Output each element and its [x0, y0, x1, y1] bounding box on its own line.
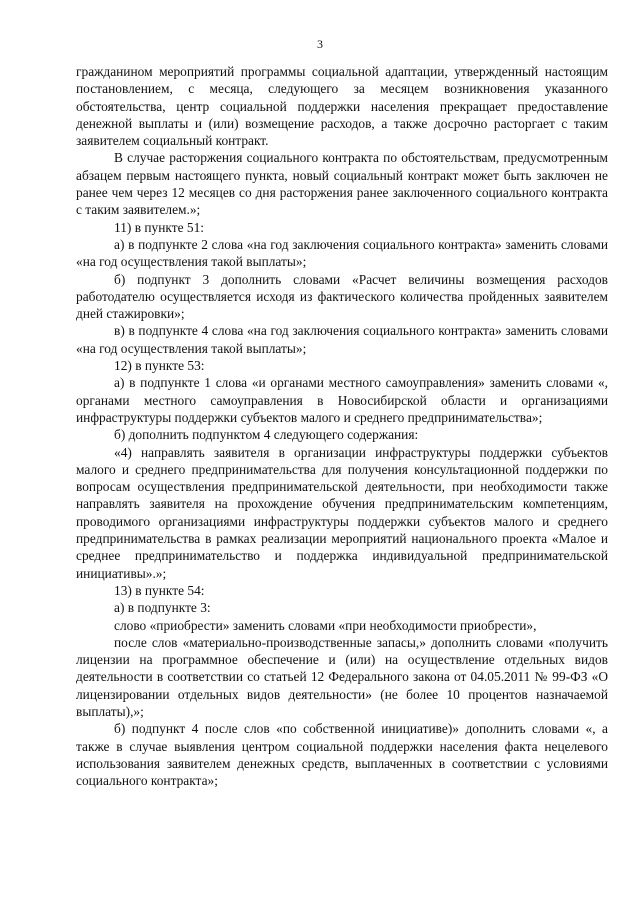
paragraph: 11) в пункте 51: [114, 219, 204, 235]
page-number: 3 [317, 37, 323, 51]
paragraph: после слов «материально-производственные запасы,» дополнить словами «получить лицензии на программное обеспечение и (или) на осуществление отдельных видов деятельности в соответствии со статьей 12 Федерального закона от 04.05.2011 № 99-ФЗ «О лицензировании отдельных видов деятельности» (не более 10 процентов назначаемой выплаты),»; [76, 634, 608, 719]
paragraph: «4) направлять заявителя в организации инфраструктуры поддержки субъектов малого и среднего предпринимательства для получения консультационной поддержки по вопросам осуществления предпринимательской деятельности, при необходимости также направлять заявителя на прохождение обучения предпринимательским компетенциям, проводимого организациями инфраструктуры поддержки субъектов малого и среднего предпринимательства в рамках реализации мероприятий национального проекта «Малое и среднее предпринимательство и поддержка индивидуальной предпринимательской инициативы».»; [76, 444, 608, 581]
paragraph: слово «приобрести» заменить словами «при необходимости приобрести», [114, 617, 537, 633]
paragraph: а) в подпункте 3: [114, 600, 211, 616]
document-body [76, 63, 608, 789]
paragraph: 13) в пункте 54: [114, 582, 205, 598]
paragraph: в) в подпункте 4 слова «на год заключения социального контракта» заменить словами «на год осуществления такой выплаты»; [76, 323, 608, 356]
paragraph: б) подпункт 4 после слов «по собственной инициативе)» дополнить словами «, а также в случае выявления центром социальной поддержки населения факта нецелевого использования заявителем денежных средств, выплаченных в соответствии с условиями социального контракта»; [76, 721, 608, 789]
paragraph: а) в подпункте 1 слова «и органами местного самоуправления» заменить словами «, органами местного самоуправления в Новосибирской области и организациями инфраструктуры поддержки субъектов малого и среднего предпринимательства»; [76, 375, 608, 425]
paragraph: б) дополнить подпунктом 4 следующего содержания: [114, 427, 419, 443]
paragraph: б) подпункт 3 дополнить словами «Расчет величины возмещения расходов работодателю осуществляется исходя из фактического количества пройденных заявителем дней стажировки»; [76, 271, 608, 322]
paragraph: а) в подпункте 2 слова «на год заключения социального контракта» заменить словами «на год осуществления такой выплаты»; [76, 236, 608, 270]
paragraph: 12) в пункте 53: [114, 358, 205, 374]
paragraph: В случае расторжения социального контракта по обстоятельствам, предусмотренным абзацем первым настоящего пункта, новый социальный контракт может быть заключен не ранее чем через 12 месяцев со дня расторжения ранее заключенного социального контракта с таким заявителем.»; [76, 150, 608, 218]
paragraph-continuation: гражданином мероприятий программы социальной адаптации, утвержденный настоящим постановлением, с месяца, следующего за месяцем возникновения указанного обстоятельства, центр социальной поддержки населения прекращает предоставление денежной выплаты и (или) возмещение расходов, а также досрочно расторгает с таким заявителем социальный контракт. [76, 64, 608, 149]
